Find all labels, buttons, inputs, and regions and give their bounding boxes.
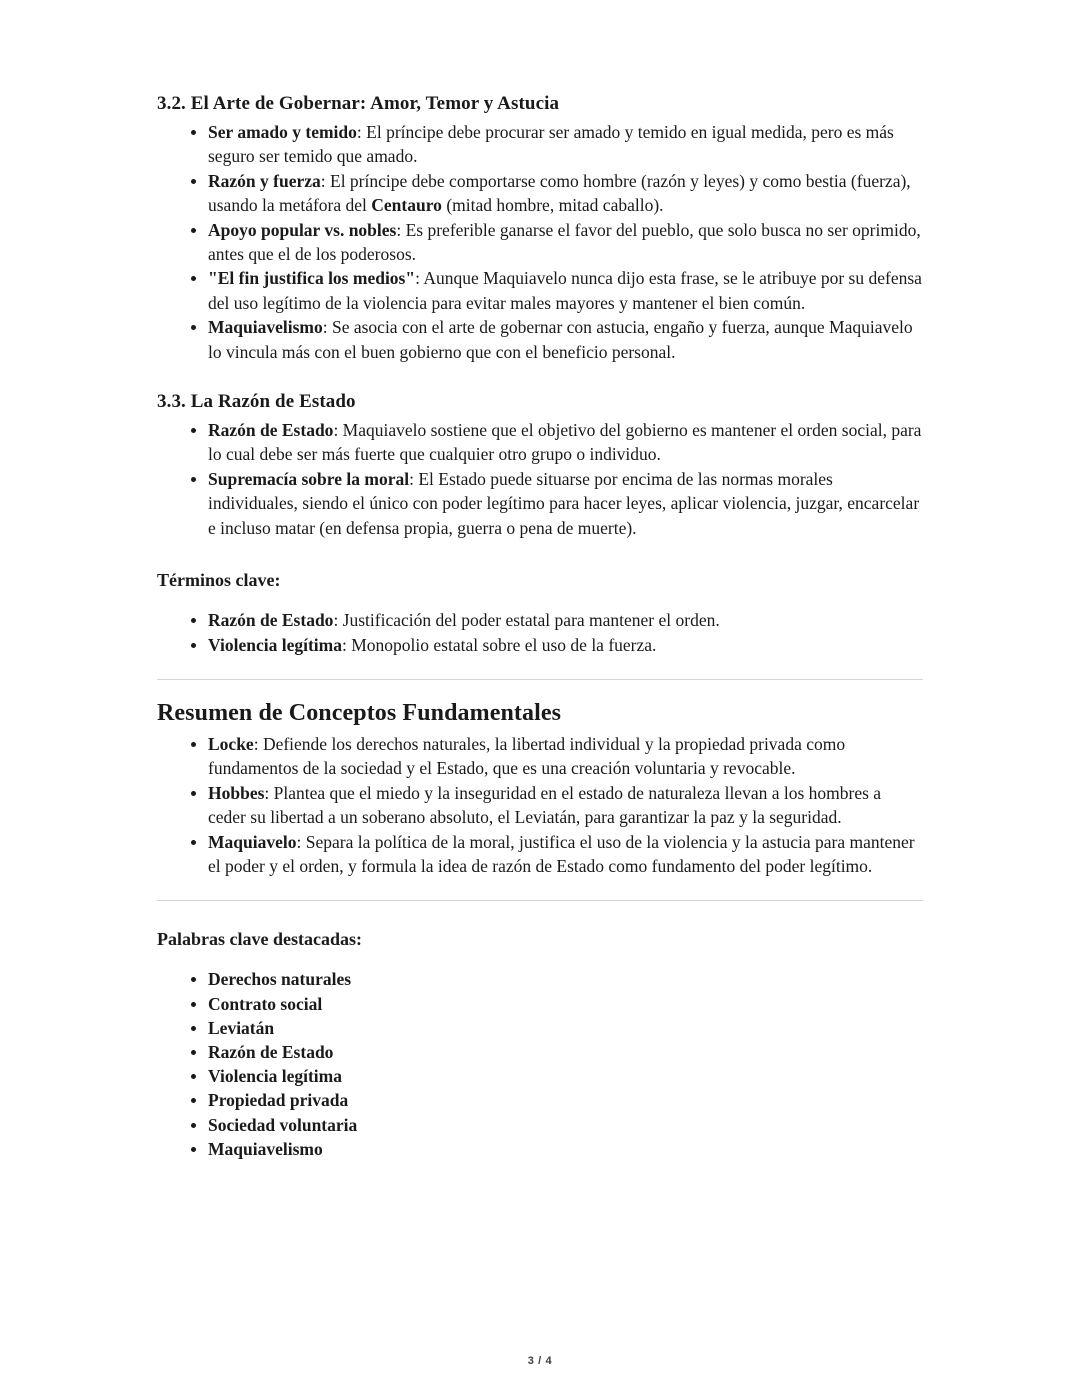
list-item: Violencia legítima [157,1064,923,1088]
list-item: Contrato social [157,992,923,1016]
keywords-label: Palabras clave destacadas: [157,929,362,950]
key-terms-list [157,608,923,657]
list-item-term: Locke [208,733,254,754]
list-item [157,633,923,657]
list-item: Razón de Estado [157,1040,923,1064]
list-item [157,266,923,315]
list-item-text: : El príncipe debe comportarse como hombre (razón y leyes) y como bestia (fuerza), usando la metáfora del [208,170,911,216]
list-item-term: Razón de Estado [208,420,334,441]
list-item-text: : Defiende los derechos naturales, la libertad individual y la propiedad privada como fundamentos de la sociedad y el Estado, que es una creación voluntaria y revocable. [208,733,846,779]
list-item-text: : Maquiavelo sostiene que el objetivo del gobierno es mantener el orden social, para lo cual debe ser más fuerte que cualquier otro grupo o individuo. [208,420,922,465]
list-item: Maquiavelismo [157,1137,923,1161]
section-heading-3-2: 3.2. El Arte de Gobernar: Amor, Temor y Astucia [157,93,560,114]
list-item-term: Violencia legítima [208,634,342,655]
list-item-term: Apoyo popular vs. nobles [208,219,397,240]
list-item [157,315,923,364]
section-divider-bottom [157,900,923,901]
list-item: Propiedad privada [157,1088,923,1112]
section-divider-top [157,679,923,680]
list-item-text: : Monopolio estatal sobre el uso de la fuerza. [341,634,657,655]
list-item [157,608,923,632]
list-item [157,418,923,467]
list-item-text: : El Estado puede situarse por encima de las normas morales individuales, siendo el único con poder legítimo para hacer leyes, aplicar violencia, juzgar, encarcelar e incluso matar (en defensa propia, guerra o pena de muerte). [208,468,920,538]
document-content [157,92,923,1161]
list-item-term: Supremacía sobre la moral [208,468,410,489]
summary-list [157,732,923,878]
list-item-term: "El fin justifica los medios" [208,268,416,289]
list-item-term: Maquiavelismo [208,317,323,338]
list-item-text: : Aunque Maquiavelo nunca dijo esta frase, se le atribuye por su defensa del uso legítimo de la violencia para evitar males mayores y mantener el bien común. [208,268,922,313]
list-item-text: : Justificación del poder estatal para mantener el orden. [333,610,720,631]
list-item-emphasis: Centauro [371,195,442,216]
list-item-term: Ser amado y temido [208,122,357,142]
list-item-text: : Se asocia con el arte de gobernar con astucia, engaño y fuerza, aunque Maquiavelo lo vincula más con el buen gobierno que con el beneficio personal. [208,317,913,362]
section-3-3-list [157,418,923,540]
list-item [157,218,923,267]
page-number-footer: 3 / 4 [527,1355,553,1367]
keywords-list [157,967,923,1161]
list-item-term: Razón de Estado [208,610,334,631]
summary-heading: Resumen de Conceptos Fundamentales [157,699,562,726]
list-item [157,169,923,218]
list-item: Sociedad voluntaria [157,1113,923,1137]
list-item-term: Razón y fuerza [208,170,321,191]
list-item: Leviatán [157,1016,923,1040]
list-item-text-tail: (mitad hombre, mitad caballo). [441,195,664,216]
section-3-2-list [157,120,923,364]
list-item-term: Hobbes [208,782,265,803]
list-item-text: : Plantea que el miedo y la inseguridad en el estado de naturaleza llevan a los hombres a ceder su libertad a un soberano absoluto, el Leviatán, para garantizar la paz y la seguridad. [208,782,882,828]
list-item-text: : Separa la política de la moral, justifica el uso de la violencia y la astucia para mantener el poder y el orden, y formula la idea de razón de Estado como fundamento del poder legítimo. [208,831,915,876]
list-item-text: : Es preferible ganarse el favor del pueblo, que solo busca no ser oprimido, antes que el de los poderosos. [208,219,921,265]
list-item [157,732,923,781]
list-item [157,467,923,540]
section-heading-3-3: 3.3. La Razón de Estado [157,391,356,413]
list-item [157,781,923,830]
list-item [157,830,923,879]
list-item-text: : El príncipe debe procurar ser amado y temido en igual medida, pero es más seguro ser temido que amado. [208,122,894,167]
list-item-term: Maquiavelo [208,831,297,852]
key-terms-label: Términos clave: [157,570,281,591]
list-item [157,120,923,169]
list-item: Derechos naturales [157,967,923,991]
